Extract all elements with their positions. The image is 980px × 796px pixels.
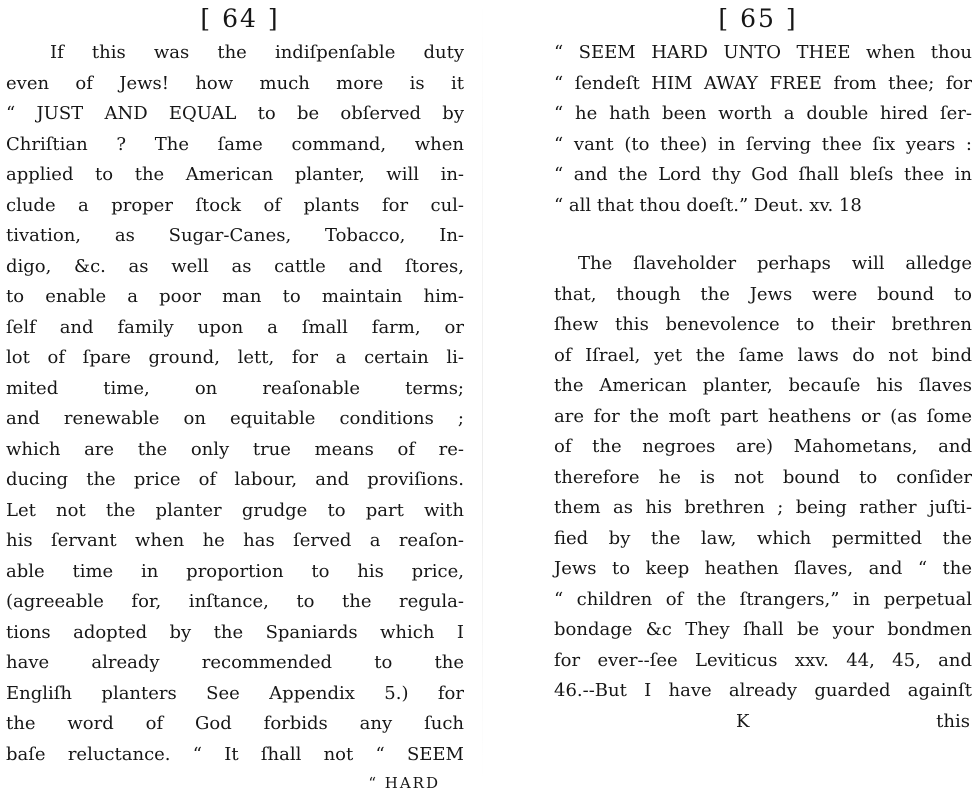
text-line: fied by the law, which permitted the [554, 527, 972, 549]
text-line: that, though the Jews were bound to [554, 283, 972, 305]
quote-line: “ he hath been worth a double hired ſer- [554, 103, 972, 124]
paragraph-spacer [496, 221, 980, 249]
text-line: Jews to keep heathen ſlaves, and “ the [554, 558, 972, 579]
text-line: clude a proper ſtock of plants for cul- [6, 194, 464, 216]
text-line: able time in proportion to his price, [6, 560, 464, 582]
text-line: ſelf and family upon a ſmall farm, or [6, 316, 464, 338]
text-line: (agreeable for, inſtance, to the regula- [6, 591, 464, 612]
left-page-text [0, 38, 470, 770]
text-line: If this was the indiſpenſable duty [50, 42, 464, 63]
catchword-left: “ HARD [368, 774, 440, 792]
text-line: “ children of the ſtrangers,” in perpetual [554, 588, 972, 610]
text-line: Chriſtian ? The ſame command, when [6, 133, 464, 155]
page-number-left: [ 64 ] [200, 4, 280, 33]
quote-line: “ ſendeſt HIM AWAY FREE from thee; for [554, 72, 972, 94]
text-line: baſe reluctance. “ It ſhall not “ SEEM [6, 743, 464, 765]
left-page [0, 0, 470, 796]
text-line: tions adopted by the Spaniards which I [6, 621, 464, 643]
text-line: applied to the American planter, will in- [6, 164, 464, 185]
text-line: bondage &c They ſhall be your bondmen [554, 619, 972, 640]
paragraph-block [496, 249, 980, 707]
text-line: “ JUST AND EQUAL to be obſerved by [6, 103, 464, 124]
quote-line: “ all that thou doeſt.” Deut. xv. 18 [554, 194, 862, 216]
quote-line: “ SEEM HARD UNTO THEE when thou [554, 42, 972, 63]
page-gutter [482, 0, 483, 782]
text-line: 46.--But I have already guarded againſt [554, 680, 972, 701]
text-line: for ever--ſee Leviticus xxv. 44, 45, and [554, 649, 972, 671]
text-line: ducing the price of labour, and proviſions. [6, 469, 464, 490]
quotation-block [496, 38, 980, 221]
text-line: therefore he is not bound to conſider [554, 466, 972, 488]
text-line: of Iſrael, yet the ſame laws do not bind [554, 344, 972, 366]
text-line: digo, &c. as well as cattle and ſtores, [6, 255, 464, 277]
text-line: to enable a poor man to maintain him- [6, 286, 464, 307]
text-line: Let not the planter grudge to part with [6, 499, 464, 521]
quote-line: “ and the Lord thy God ſhall bleſs thee in [554, 164, 972, 185]
text-line: have already recommended to the [6, 652, 464, 673]
quote-line: “ vant (to thee) in ſerving thee ſix years : [554, 133, 972, 155]
text-line: The ſlaveholder perhaps will alledge [578, 253, 972, 274]
text-line: Engliſh planters See Appendix 5.) for [6, 682, 464, 704]
right-page [496, 0, 980, 737]
text-line: lot of ſpare ground, lett, for a certain li- [6, 347, 464, 368]
signature-mark: K [736, 710, 750, 732]
catchword-right: this [936, 710, 970, 732]
text-line: tivation, as Sugar-Canes, Tobacco, In- [6, 225, 464, 246]
text-line: which are the only true means of re- [6, 438, 464, 460]
text-line: mited time, on reaſonable terms; [6, 377, 464, 399]
text-line: ſhew this benevolence to their brethren [554, 314, 972, 335]
text-line: his ſervant when he has ſerved a reaſon- [6, 530, 464, 551]
text-line: of the negroes are) Mahometans, and [554, 436, 972, 457]
footer-line [496, 707, 980, 737]
text-line: the word of God forbids any ſuch [6, 713, 464, 734]
page-number-right: [ 65 ] [718, 4, 798, 33]
text-line: even of Jews! how much more is it [6, 72, 464, 94]
text-line: the American planter, becauſe his ſlaves [554, 375, 972, 396]
text-line: and renewable on equitable conditions ; [6, 408, 464, 429]
text-line: are for the moſt part heathens or (as ſome [554, 405, 972, 427]
text-line: them as his brethren ; being rather juſti- [554, 497, 972, 518]
